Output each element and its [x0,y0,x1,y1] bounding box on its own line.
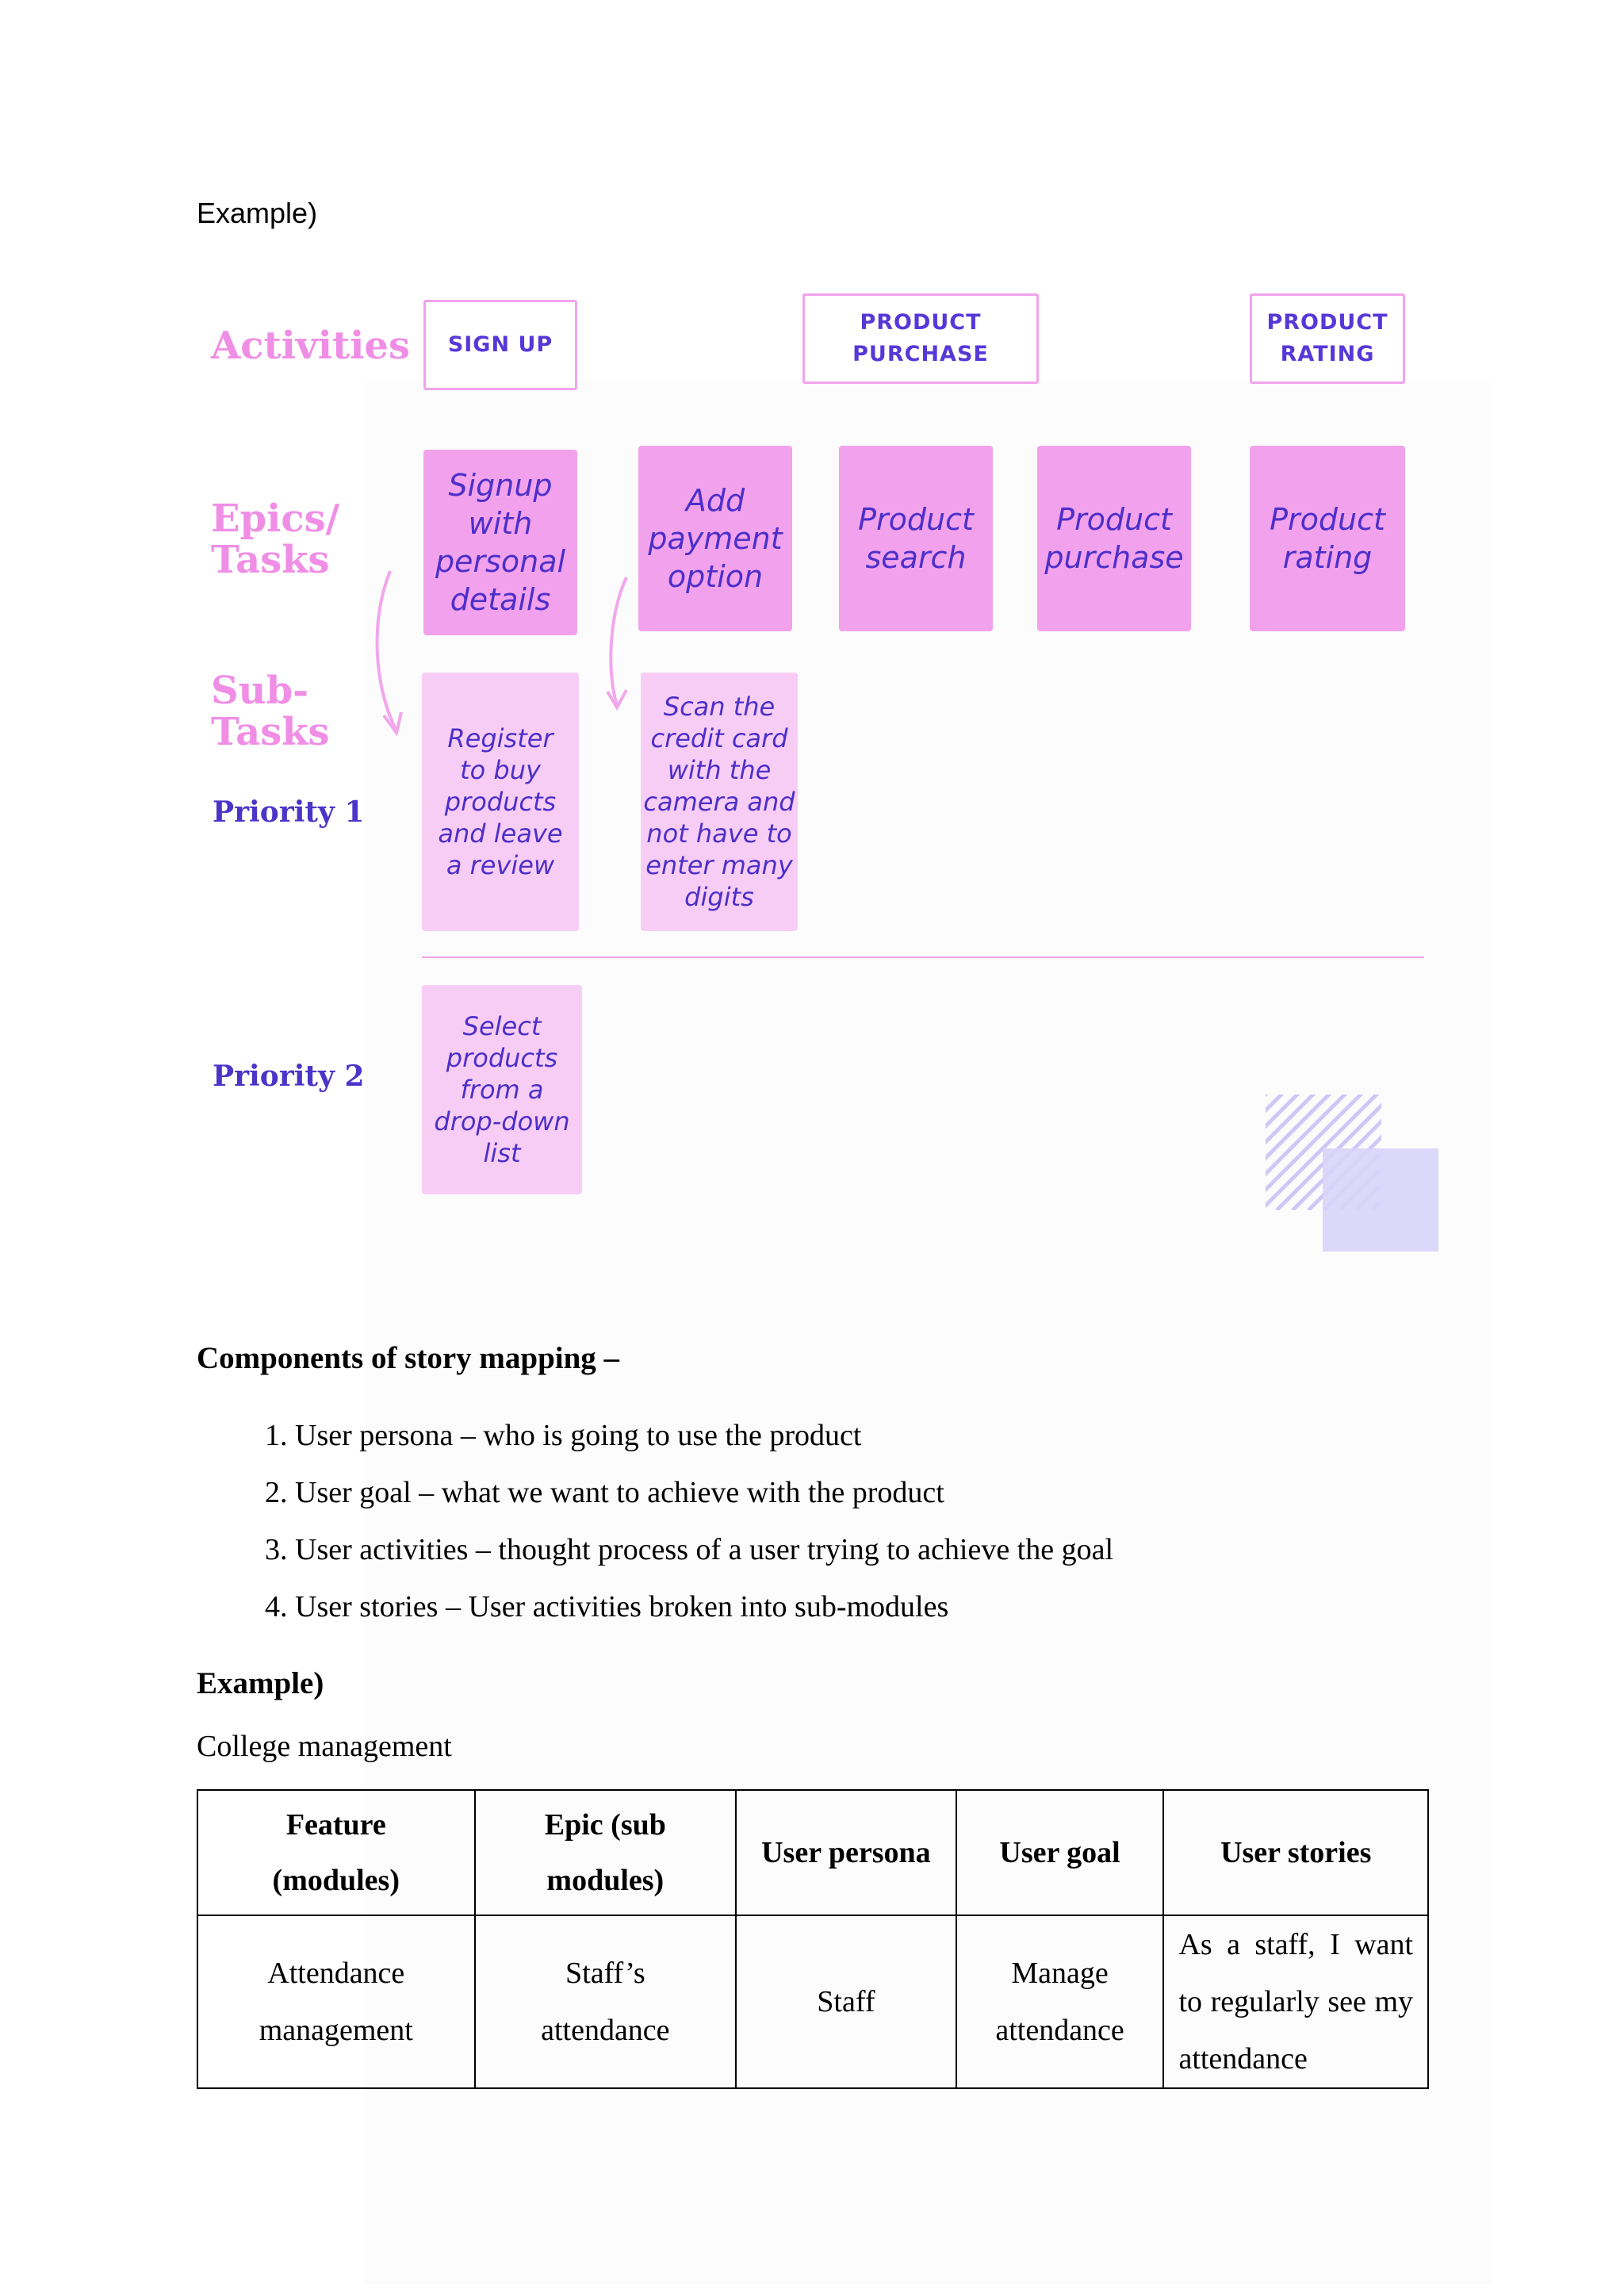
row-label-epics: Epics/ Tasks [211,496,340,582]
example-heading: Example) [197,1666,324,1700]
header-user-stories: User stories [1163,1790,1428,1915]
list-item: 3. User activities – thought process of a user trying to achieve the goal [295,1521,1113,1578]
row-label-priority-2: Priority 2 [213,1060,365,1093]
row-label-subtasks: Sub- Tasks [211,669,330,754]
cell-user-persona: Staff [736,1915,956,2088]
epic-note-signup: Signup with personal details [423,450,577,635]
row-label-priority-1: Priority 1 [213,795,365,829]
header-user-persona: User persona [736,1790,956,1915]
list-item: 1. User persona – who is going to use the product [295,1407,1113,1464]
components-heading: Components of story mapping – [197,1341,620,1375]
flow-arrows [349,555,634,746]
table-header-row [197,1790,1428,1915]
epic-note-product-purchase: Product purchase [1037,446,1191,631]
header-feature: Feature (modules) [197,1790,475,1915]
activity-sign-up: SIGN UP [423,300,577,390]
epic-note-add-payment: Add payment option [638,446,792,631]
subtask-note-scan-card: Scan the credit card with the camera and not have to enter many digits [641,673,798,931]
decorative-pattern [1261,1091,1443,1255]
arrow-signup [377,571,396,731]
story-table [197,1789,1429,2089]
cell-user-stories: As a staff, I want to regularly see my attendance [1163,1915,1428,2088]
arrow-payment [611,577,626,706]
table-row [197,1915,1428,2088]
example-subtitle: College management [197,1730,452,1763]
activity-product-rating: PRODUCT RATING [1250,293,1405,384]
cell-feature: Attendance management [197,1915,475,2088]
epic-note-product-rating: Product rating [1250,446,1405,631]
list-item: 2. User goal – what we want to achieve with the product [295,1464,1113,1521]
subtask-note-select-products: Select products from a drop-down list [422,985,582,1194]
subtask-note-register: Register to buy products and leave a review [422,673,579,931]
activity-product-purchase: PRODUCT PURCHASE [802,293,1039,384]
header-epic: Epic (sub modules) [475,1790,737,1915]
list-item: 4. User stories – User activities broken into sub-modules [295,1578,1113,1635]
top-caption: Example) [197,197,318,229]
header-user-goal: User goal [956,1790,1164,1915]
cell-epic: Staff’s attendance [475,1915,737,2088]
cell-user-goal: Manage attendance [956,1915,1164,2088]
row-label-activities: Activities [211,324,410,368]
priority-divider [422,956,1424,958]
components-list [203,1407,1113,1635]
epic-note-product-search: Product search [839,446,993,631]
